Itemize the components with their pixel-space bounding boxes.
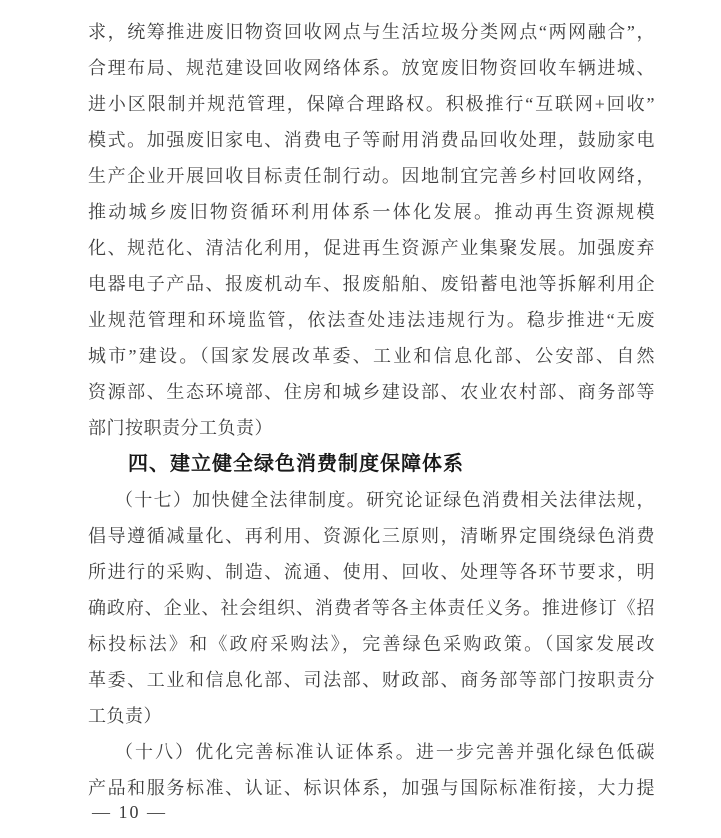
text-line: 进小区限制并规范管理，保障合理路权。积极推行“互联网+回收” <box>88 94 655 114</box>
text-line: 业规范管理和环境监管，依法查处违法违规行为。稳步推进“无废 <box>88 310 655 330</box>
text-line: 部门按职责分工负责） <box>88 418 273 438</box>
text-line: 资源部、生态环境部、住房和城乡建设部、农业农村部、商务部等 <box>88 382 655 402</box>
document-text-block <box>88 14 655 806</box>
text-line: 确政府、企业、社会组织、消费者等各主体责任义务。推进修订《招 <box>88 598 655 618</box>
text-line: 推动城乡废旧物资循环利用体系一体化发展。推动再生资源规模 <box>88 202 655 222</box>
text-line: 标投标法》和《政府采购法》，完善绿色采购政策。（国家发展改 <box>88 634 655 654</box>
text-line: 城市”建设。（国家发展改革委、工业和信息化部、公安部、自然 <box>88 346 655 366</box>
text-line: 工负责） <box>88 706 162 726</box>
text-line: （十八）优化完善标准认证体系。进一步完善并强化绿色低碳 <box>115 742 655 762</box>
text-line: 生产企业开展回收目标责任制行动。因地制宜完善乡村回收网络， <box>88 166 655 186</box>
text-line: 电器电子产品、报废机动车、报废船舶、废铅蓄电池等拆解利用企 <box>88 274 655 294</box>
text-line: 革委、工业和信息化部、司法部、财政部、商务部等部门按职责分 <box>88 670 655 690</box>
text-line: 求，统筹推进废旧物资回收网点与生活垃圾分类网点“两网融合”， <box>88 22 655 42</box>
text-line: 化、规范化、清洁化利用，促进再生资源产业集聚发展。加强废弃 <box>88 238 655 258</box>
text-line: 模式。加强废旧家电、消费电子等耐用消费品回收处理，鼓励家电 <box>88 130 655 150</box>
text-line: 倡导遵循减量化、再利用、资源化三原则，清晰界定围绕绿色消费 <box>88 526 655 546</box>
text-line: 合理布局、规范建设回收网络体系。放宽废旧物资回收车辆进城、 <box>88 58 655 78</box>
text-line: （十七）加快健全法律制度。研究论证绿色消费相关法律法规， <box>115 490 655 510</box>
text-line: 所进行的采购、制造、流通、使用、回收、处理等各环节要求，明 <box>88 562 655 582</box>
page-number: — 10 — <box>92 802 167 822</box>
text-line: 产品和服务标准、认证、标识体系，加强与国际标准衔接，大力提 <box>88 778 655 798</box>
section-heading: 四、建立健全绿色消费制度保障体系 <box>128 453 464 475</box>
